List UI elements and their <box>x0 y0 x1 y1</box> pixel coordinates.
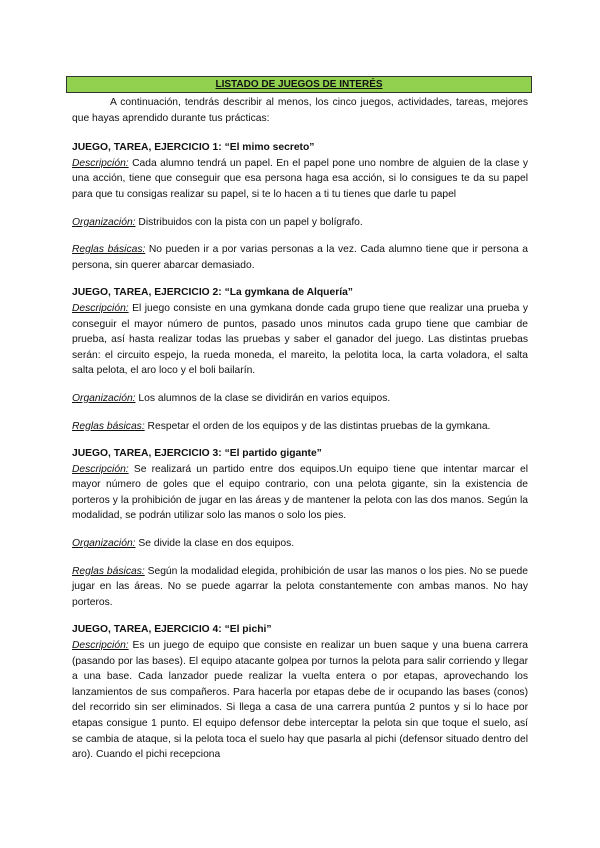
document-title: LISTADO DE JUEGOS DE INTERÉS <box>66 76 532 93</box>
game-2-rules <box>72 419 528 435</box>
game-3-organization <box>72 536 528 552</box>
game-2-organization <box>72 391 528 407</box>
game-4-heading: JUEGO, TAREA, EJERCICIO 4: “El pichi” <box>72 624 272 636</box>
description-label: Descripción: <box>72 463 129 475</box>
game-4-description <box>72 638 528 763</box>
intro-paragraph: A continuación, tendrás describir al menos, los cinco juegos, actividades, tareas, mejores que hayas aprendido durante tus prácticas: <box>72 97 528 124</box>
game-1-heading: JUEGO, TAREA, EJERCICIO 1: “El mimo secreto” <box>72 142 315 154</box>
game-2-description-text: El juego consiste en una gymkana donde cada grupo tiene que realizar una prueba y conseguir el mayor número de puntos, pasado unos minutos cada grupo tiene que cambiar de prueba, así hasta realizar todas las pruebas y saber el ganador del juego. Las distintas pruebas serán: el circuito espejo, la rueda moneda, el mareito, la pelotita loca, la carta voladora, el salta salta pelota, el aro loco y el boli bailarín. <box>72 302 528 377</box>
description-label: Descripción: <box>72 640 129 652</box>
game-3-rules <box>72 564 528 611</box>
game-2-organization-text: Los alumnos de la clase se dividirán en varios equipos. <box>135 392 391 404</box>
organization-label: Organización: <box>72 392 136 404</box>
rules-label: Reglas básicas: <box>72 420 145 432</box>
organization-label: Organización: <box>72 538 136 550</box>
game-1-organization <box>72 215 528 231</box>
game-1-rules <box>72 242 528 273</box>
organization-label: Organización: <box>72 216 136 228</box>
game-2-heading: JUEGO, TAREA, EJERCICIO 2: “La gymkana de Alquería” <box>72 287 353 299</box>
description-label: Descripción: <box>72 157 129 169</box>
rules-label: Reglas básicas: <box>72 244 146 256</box>
game-3-description <box>72 462 528 524</box>
game-3-rules-text: Según la modalidad elegida, prohibición de usar las manos o los pies. No se puede jugar en las áreas. No se puede agarrar la pelota constantemente con ambas manos. No hay porteros. <box>72 565 529 608</box>
game-3-organization-text: Se divide la clase en dos equipos. <box>135 538 295 550</box>
game-3-heading: JUEGO, TAREA, EJERCICIO 3: “El partido gigante” <box>72 448 322 460</box>
description-label: Descripción: <box>72 302 129 314</box>
game-1-description <box>72 156 528 203</box>
game-2-description <box>72 301 528 379</box>
game-3-description-text: Se realizará un partido entre dos equipos.Un equipo tiene que intentar marcar el mayor número de goles que el equipo contrario, con una pelota gigante, sin la existencia de porteros y la prohibición de jugar en las áreas y de mantener la pelota con las dos manos. Según la modalidad, se podrán utilizar solo las manos o solo los pies. <box>72 463 528 522</box>
game-2-rules-text: Respetar el orden de los equipos y de las distintas pruebas de la gymkana. <box>144 420 491 432</box>
game-1-description-text: Cada alumno tendrá un papel. En el papel pone uno nombre de alguien de la clase y una acción, tiene que conseguir que esa persona haga esa acción, si lo consigues te da su papel para que tu consigas realizar su papel, si te lo hacen a ti tu tienes que darle tu papel <box>72 157 528 200</box>
rules-label: Reglas básicas: <box>72 565 145 577</box>
game-4-description-text: Es un juego de equipo que consiste en realizar un buen saque y una buena carrera (pasando por las bases). El equipo atacante golpea por turnos la pelota para salir corriendo y llegar a una base. Cada lanzador puede realizar la vuelta entera o por etapas, aprovechando los lanzamientos de sus compañeros. Para hacerla por etapas debe de ir ocupando las bases (conos) del recorrido sin ser eliminados. Si llega a casa de una carrera puntúa 2 puntos y si lo hace por etapas consigue 1 punto. El equipo defensor debe interceptar la pelota sin que toque el suelo, así se cambia de ataque, si la pelota toca el suelo hay que pasarla al pichi (defensor situado dentro del aro). Cuando el pichi recepciona <box>72 640 528 761</box>
game-1-rules-text: No pueden ir a por varias personas a la vez. Cada alumno tiene que ir persona a persona, sin querer abarcar demasiado. <box>72 244 528 271</box>
game-1-organization-text: Distribuidos con la pista con un papel y bolígrafo. <box>135 216 363 228</box>
document-body <box>72 95 528 763</box>
